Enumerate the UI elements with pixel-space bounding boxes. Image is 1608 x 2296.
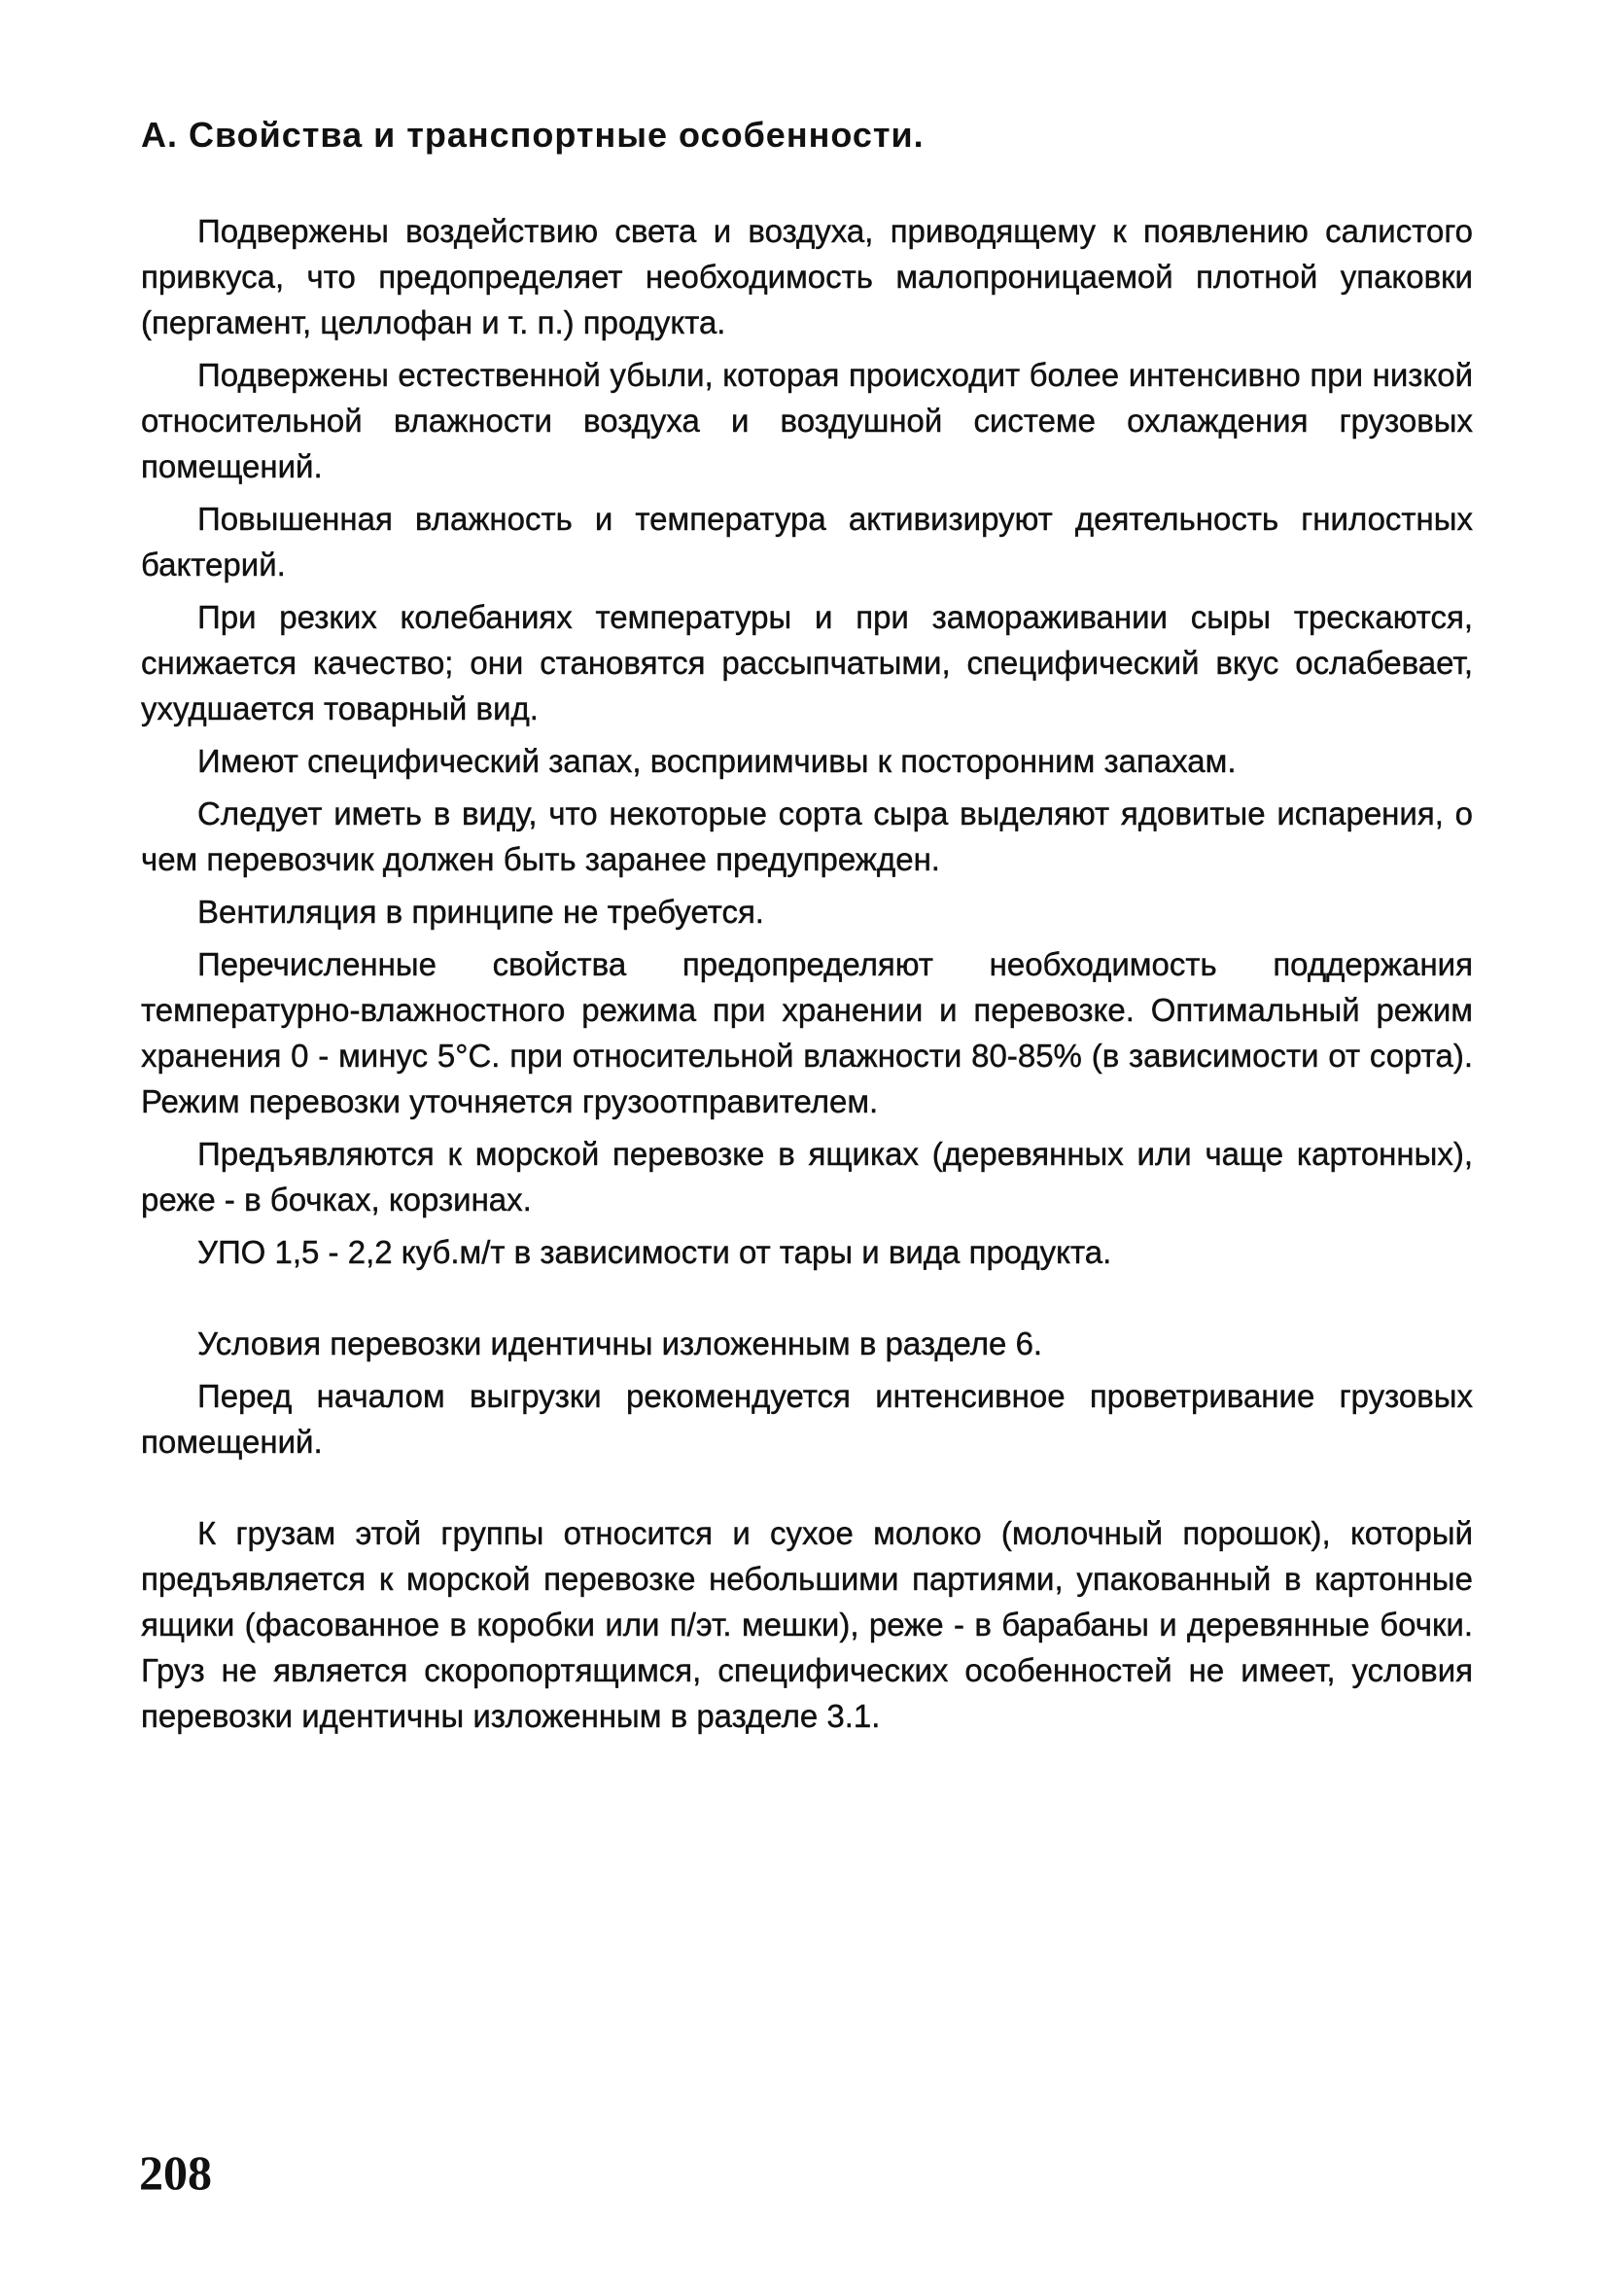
paragraph: Имеют специфический запах, восприимчивы к посторонним запахам. [197,743,1237,779]
paragraph: Перечисленные свойства предопределяют необходимость поддержания температурно-влажностного режима при хранении и перевозке. Оптимальный режим хранения 0 - минус 5°С. при относительной влажности 80-85% (в зависимости от сорта). Режим перевозки уточняется грузоотправителем. [141,946,1473,1119]
paragraph: Подвержены естественной убыли, которая происходит более интенсивно при низкой относительной влажности воздуха и воздушной системе охлаждения грузовых помещений. [141,357,1473,484]
section-gap [141,1282,1473,1321]
paragraph: УПО 1,5 - 2,2 куб.м/т в зависимости от тары и вида продукта. [197,1234,1112,1270]
paragraph: Подвержены воздействию света и воздуха, приводящему к появлению салистого привкуса, что предопределяет необходимость малопроницаемой плотной упаковки (пергамент, целлофан и т. п.) продукта. [141,213,1473,340]
page-body [141,115,1473,1746]
paragraph: Предъявляются к морской перевозке в ящиках (деревянных или чаще картонных), реже - в бочках, корзинах. [141,1136,1473,1218]
paragraph: Повышенная влажность и температура активизируют деятельность гнилостных бактерий. [141,501,1473,583]
paragraph: К грузам этой группы относится и сухое молоко (молочный порошок), который предъявляется к морской перевозке небольшими партиями, упакованный в картонные ящики (фасованное в коробки или п/эт. мешки), реже - в барабаны и деревянные бочки. Груз не является скоропортящимся, специфических особенностей не имеет, условия перевозки идентичны изложенным в разделе 3.1. [141,1515,1473,1734]
section-heading: А. Свойства и транспортные особенности. [141,115,925,155]
paragraph: Условия перевозки идентичны изложенным в разделе 6. [197,1325,1043,1361]
paragraph: При резких колебаниях температуры и при замораживании сыры трескаются, снижается качество; они становятся рассыпчатыми, специфический вкус ослабевает, ухудшается товарный вид. [141,599,1473,726]
page-number: 208 [139,2145,212,2200]
paragraph: Перед началом выгрузки рекомендуется интенсивное проветривание грузовых помещений. [141,1378,1473,1460]
paragraph: Вентиляция в принципе не требуется. [197,894,764,930]
paragraph: Следует иметь в виду, что некоторые сорта сыра выделяют ядовитые испарения, о чем перевозчик должен быть заранее предупрежден. [141,795,1473,877]
section-gap [141,1471,1473,1510]
